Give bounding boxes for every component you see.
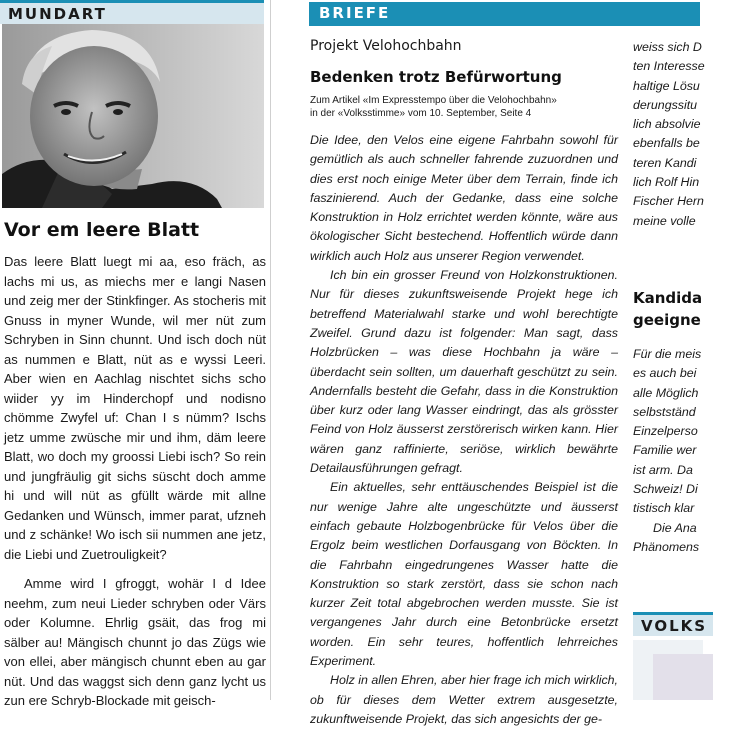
mundart-paragraph: Das leere Blatt luegt mi aa, eso fräch, as lachs mi us, as miechs mer e langi Nasen und zeig mer der Stinkfinger. As stocheris mit Gnuss in myner Wunde, wil mer nüt zum Schryben in Sinn chunnt. Und isch doch nüt as nummen e Blatt, nüt as e wyssi Leeri. Aber wien en Aachlag nischtet sichs scho wiider yy im Hinderchopf und nodisno chömme Zwyfel uf: Chan I s nümm? Ischs jetz umme zwüsche mir und ihm, däm leere Blatt, wo doch my groossi Liebi isch? So rein und jungfräulig git sichs süscht doch amme hi und will nüt as gfüllt wärde mit allne Gedanken und Wünsch, immer parat, ufzneh und z schänke! Wo isch sii nummen ane jetz, die Liebi und Zuetrouligkeit? — [4, 254, 266, 562]
far-column-line: Schweiz! Di — [633, 482, 698, 497]
far-column-heading-line: geeigne — [633, 311, 701, 329]
letter-title: Bedenken trotz Befürwortung — [310, 68, 562, 86]
far-column-line: Familie wer — [633, 443, 697, 458]
far-column-line: meine volle — [633, 213, 696, 228]
letter-paragraph: Ich bin ein grosser Freund von Holzkonstruktionen. Nur für dieses zukunftsweisende Projekt hege ich betreffend Materialwahl starke und wohl berechtigte Zweifel. Grund dazu ist folgender: Man sagt, dass Holzbrücken – was diese Hochbahn ja wäre – überdacht sein sollten, um dauerhaft geschützt zu sein. Andernfalls besteht die Gefahr, dass in die Konstruktion über kurz oder lang Wasser eindringt, das als grösster Feind von Holz äusserst zerstörerisch wirken kann. Hier wären ganz raffinierte, seriöse, wirklich bewährte Detailausführungen gefragt. — [310, 268, 618, 476]
volksstimme-box-image — [653, 654, 713, 700]
far-column-line: Fischer Hern — [633, 194, 704, 209]
mundart-paragraph: Amme wird I gfroggt, wohär I d Idee neehm, zum neui Lieder schryben oder Värs oder Kolumne. Ehrlig gsäit, das frog mi sälber au! Mängisch chunnt jo das Zügs wie von ellei, aber mängisch chunnt eben au gar nüt. Und das waggst sich denn ganz lycht us zun ere Schryb-Blockade mit geisch- — [4, 576, 266, 708]
far-column-line: teren Kandi — [633, 155, 697, 170]
far-column-line: Phänomens — [633, 539, 700, 554]
volksstimme-box — [633, 640, 703, 700]
far-right-column — [633, 0, 708, 700]
far-column-line: lich absolvie — [633, 117, 701, 132]
letter-reference-line: Zum Artikel «Im Expresstempo über die Velohochbahn» — [310, 95, 557, 106]
letter-reference — [310, 94, 620, 120]
letter-reference-line: in der «Volksstimme» vom 10. September, Seite 4 — [310, 108, 532, 119]
mundart-column-text — [4, 252, 266, 708]
far-column-line: haltige Lösu — [633, 78, 700, 93]
letter-body — [310, 131, 618, 726]
column-divider — [270, 0, 271, 700]
far-column-heading-line: Kandida — [633, 289, 703, 307]
far-column-line: Für die meis — [633, 347, 702, 361]
far-column-text-top — [633, 38, 753, 231]
far-column-line: tistisch klar — [633, 501, 695, 516]
letter-paragraph: Die Idee, den Velos eine eigene Fahrbahn sowohl für gemütlich als auch schneller fahrende zuzuordnen und dies erst noch einige Meter über dem Terrain, finde ich faszinierend. Auch der Gedanke, dass eine solche Konstruktion in Holz errichtet werden könnte, wäre aus ökologischer Sicht bestechend. Hoffentlich würde dann wirklich auch Holz aus unserer Region verwendet. — [310, 133, 618, 263]
far-column-line: es auch bei — [633, 366, 697, 381]
letter-paragraph: Ein aktuelles, sehr enttäuschendes Beispiel ist die nur wenige Jahre alte ungeschützte und äusserst einfach gebaute Holzbogenbrücke für Velos über die Ergolz beim westlichen Dorfausgang von Böckten. In die Fahrbahn eingedrungenes Wasser hatte die Konstruktion so stark zerstört, dass sie schon nach kurzer Zeit total abgebrochen werden musste. Sie ist vergangenes Jahr durch eine Betonbrücke ersetzt worden. Ein sehr teures, hoffentlich lehrreiches Experiment. — [310, 480, 618, 669]
letter-kicker: Projekt Velohochbahn — [310, 38, 462, 54]
volksstimme-section-label: VOLKS — [641, 617, 708, 635]
far-column-line: ten Interesse — [633, 59, 705, 74]
far-column-line: lich Rolf Hin — [633, 175, 700, 190]
far-column-text-bottom — [633, 345, 753, 557]
mundart-section-header — [0, 0, 264, 24]
far-column-line: weiss sich D — [633, 40, 702, 54]
far-column-line: Einzelperso — [633, 424, 698, 439]
author-portrait-photo — [2, 24, 264, 208]
far-column-heading — [633, 287, 753, 331]
mundart-column-title: Vor em leere Blatt — [4, 219, 200, 241]
far-column-line: Die Ana — [653, 520, 697, 535]
volksstimme-section-header — [633, 612, 713, 636]
far-column-line: ebenfalls be — [633, 136, 700, 151]
letter-paragraph: Holz in allen Ehren, aber hier frage ich mich wirklich, ob für dieses dem Wetter extrem ausgesetzte, zukunftweisende Projekt, das sich angesichts der ge- — [310, 673, 618, 726]
far-column-line: ist arm. Da — [633, 462, 693, 477]
far-column-line: derungssitu — [633, 97, 698, 112]
far-column-line: selbstständ — [633, 404, 696, 419]
far-column-line: alle Möglich — [633, 385, 699, 400]
mundart-section-label: MUNDART — [8, 5, 107, 23]
briefe-section-label: BRIEFE — [319, 4, 391, 22]
